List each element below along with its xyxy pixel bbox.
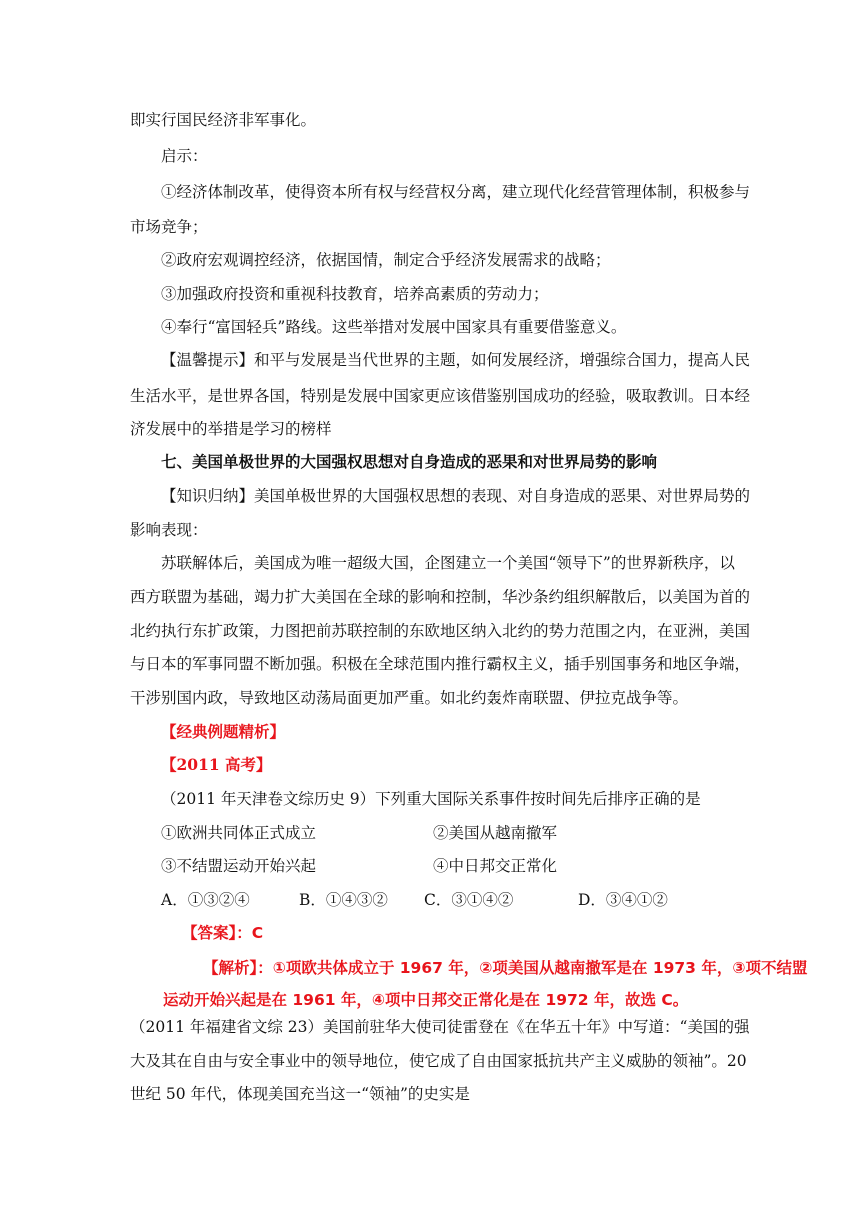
event-item: ③不结盟运动开始兴起 (161, 857, 317, 875)
text-line: ②政府宏观调控经济，依据国情，制定合乎经济发展需求的战略； (161, 251, 611, 269)
text-line: ④奉行“富国轻兵”路线。这些举措对发展中国家具有重要借鉴意义。 (161, 318, 627, 336)
choice-c: C．③①④② (424, 891, 514, 909)
text-line: 与日本的军事同盟不断加强。积极在全球范围内推行霸权主义，插手别国事务和地区争端， (130, 655, 751, 673)
tip-line: 【温馨提示】和平与发展是当代世界的主题，如何发展经济，增强综合国力，提高人民 (161, 351, 751, 369)
text-line: 西方联盟为基础，竭力扩大美国在全球的影响和控制，华沙条约组织解散后，以美国为首的 (130, 588, 751, 606)
text-line: 干涉别国内政，导致地区动荡局面更加严重。如北约轰炸南联盟、伊拉克战争等。 (130, 689, 689, 707)
text-line: 北约执行东扩政策，力图把前苏联控制的东欧地区纳入北约的势力范围之内，在亚洲，美国 (130, 622, 751, 640)
year-heading: 【2011 高考】 (161, 755, 272, 774)
example-heading: 【经典例题精析】 (161, 722, 286, 741)
text-line: 苏联解体后，美国成为唯一超级大国，企图建立一个美国“领导下”的世界新秩序，以 (161, 554, 735, 572)
analysis-line: 运动开始兴起是在 1961 年，④项中日邦交正常化是在 1972 年，故选 C。 (163, 991, 689, 1009)
event-item: ①欧洲共同体正式成立 (161, 824, 317, 842)
text-line: 影响表现： (130, 521, 208, 539)
answer-line: 【答案】：C (182, 924, 264, 942)
question-stem: （2011 年天津卷文综历史 9）下列重大国际关系事件按时间先后排序正确的是 (161, 790, 701, 808)
text-line: 【知识归纳】美国单极世界的大国强权思想的表现、对自身造成的恶果、对世界局势的 (161, 487, 751, 505)
event-item: ②美国从越南撤军 (433, 824, 558, 842)
choice-a: A．①③②④ (161, 891, 250, 909)
text-line: 即实行国民经济非军事化。 (130, 111, 317, 129)
text-line: 启示： (161, 147, 208, 165)
text-line: 生活水平，是世界各国，特别是发展中国家更应该借鉴别国成功的经验，吸取教训。日本经 (130, 387, 751, 405)
choice-d: D．③④①② (578, 891, 668, 909)
text-line: 济发展中的举措是学习的榜样 (130, 420, 332, 438)
text-line: ①经济体制改革，使得资本所有权与经营权分离，建立现代化经营管理体制，积极参与 (161, 183, 751, 201)
section-heading: 七、美国单极世界的大国强权思想对自身造成的恶果和对世界局势的影响 (161, 452, 658, 471)
text-line: ③加强政府投资和重视科技教育，培养高素质的劳动力； (161, 285, 549, 303)
event-item: ④中日邦交正常化 (433, 857, 558, 875)
question-stem: （2011 年福建省文综 23）美国前驻华大使司徒雷登在《在华五十年》中写道：“美国的强 (130, 1018, 750, 1036)
text-line: 世纪 50 年代，体现美国充当这一“领袖”的史实是 (130, 1085, 470, 1103)
text-line: 大及其在自由与安全事业中的领导地位，使它成了自由国家抵抗共产主义威胁的领袖”。20 (130, 1052, 747, 1070)
analysis-line: 【解析】：①项欧共体成立于 1967 年，②项美国从越南撤军是在 1973 年，③项不结盟 (203, 959, 808, 977)
text-line: 市场竞争； (130, 218, 208, 236)
choice-b: B．①④③② (299, 891, 388, 909)
